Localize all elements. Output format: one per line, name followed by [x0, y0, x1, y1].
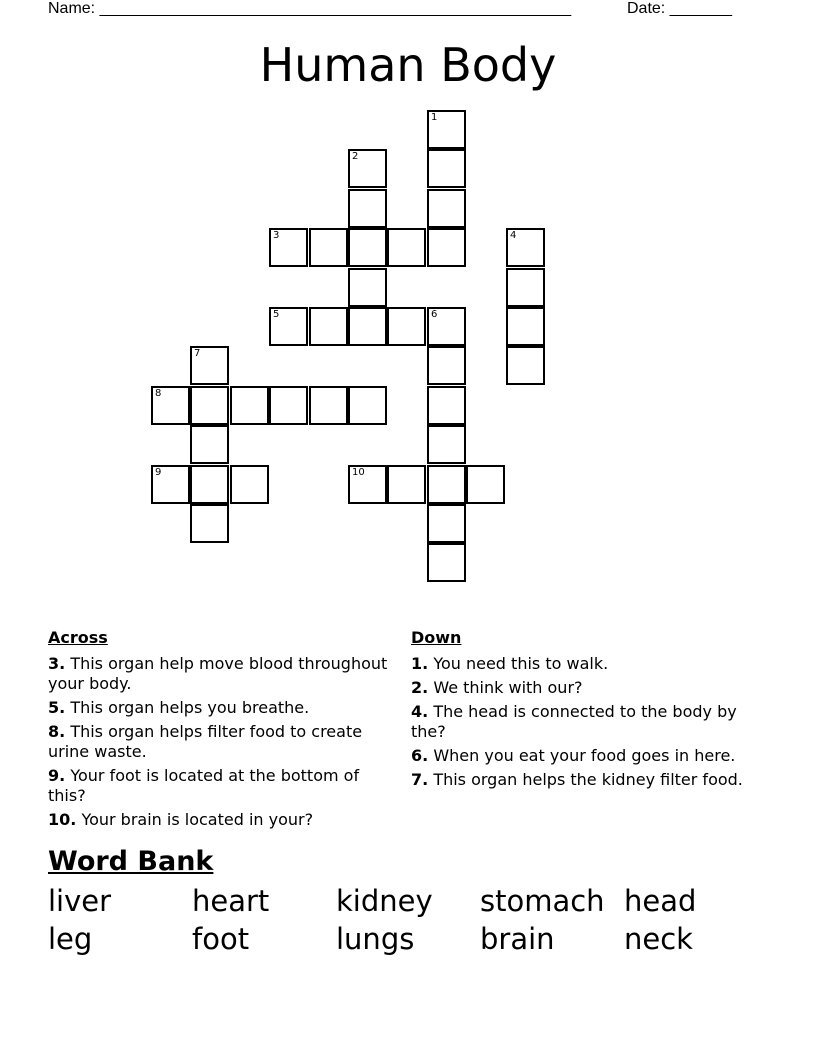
word-bank [48, 884, 768, 960]
clue-item [411, 702, 761, 742]
grid-cell[interactable] [427, 386, 466, 425]
across-heading: Across [48, 628, 108, 647]
clue-number: 9 [155, 467, 162, 478]
clue-item-text: This organ helps the kidney filter food. [433, 770, 743, 789]
clue-item [411, 770, 761, 790]
clue-number: 8 [155, 388, 162, 399]
grid-cell[interactable] [427, 307, 466, 346]
clue-item-text: We think with our? [433, 678, 583, 697]
word-bank-word: heart [192, 884, 270, 918]
grid-cell[interactable] [466, 465, 505, 504]
clue-item [411, 654, 761, 674]
date-field-label: Date: _______ [627, 0, 732, 17]
word-bank-word: liver [48, 884, 112, 918]
grid-cell[interactable] [427, 543, 466, 582]
clue-number: 5 [273, 309, 280, 320]
clue-item [411, 678, 761, 698]
word-bank-word: kidney [336, 884, 433, 918]
word-bank-word: lungs [336, 922, 415, 956]
word-bank-word: leg [48, 922, 93, 956]
grid-cell[interactable] [269, 307, 308, 346]
clue-item [48, 810, 388, 830]
grid-cell[interactable] [387, 307, 426, 346]
grid-cell[interactable] [348, 228, 387, 267]
clue-item-number: 4. [411, 702, 429, 721]
grid-cell[interactable] [151, 386, 190, 425]
grid-cell[interactable] [269, 228, 308, 267]
grid-cell[interactable] [348, 386, 387, 425]
down-heading: Down [411, 628, 462, 647]
grid-cell[interactable] [427, 110, 466, 149]
clue-item-number: 1. [411, 654, 429, 673]
grid-cell[interactable] [427, 228, 466, 267]
grid-cell[interactable] [387, 465, 426, 504]
grid-cell[interactable] [427, 465, 466, 504]
grid-cell[interactable] [230, 386, 269, 425]
clue-item-text: This organ helps filter food to create urine waste. [48, 722, 363, 761]
grid-cell[interactable] [348, 268, 387, 307]
clue-item [48, 766, 388, 806]
grid-cell[interactable] [348, 465, 387, 504]
clue-item [48, 654, 388, 694]
down-clue-list [411, 654, 761, 790]
clue-number: 2 [352, 151, 359, 162]
clue-item-number: 7. [411, 770, 429, 789]
grid-cell[interactable] [269, 386, 308, 425]
grid-cell[interactable] [427, 425, 466, 464]
grid-cell[interactable] [348, 307, 387, 346]
clue-number: 1 [431, 112, 438, 123]
name-field-label: Name: _____________________________________________________ [48, 0, 572, 17]
grid-cell[interactable] [190, 386, 229, 425]
grid-cell[interactable] [427, 149, 466, 188]
clue-number: 7 [194, 348, 201, 359]
across-clue-list [48, 654, 388, 830]
word-bank-word: foot [192, 922, 250, 956]
word-bank-title: Word Bank [48, 846, 214, 877]
clue-item-text: Your foot is located at the bottom of this? [48, 766, 360, 805]
word-bank-word: brain [480, 922, 555, 956]
grid-cell[interactable] [348, 189, 387, 228]
clue-item-number: 9. [48, 766, 66, 785]
grid-cell[interactable] [190, 504, 229, 543]
grid-cell[interactable] [427, 504, 466, 543]
grid-cell[interactable] [348, 149, 387, 188]
clue-number: 3 [273, 230, 280, 241]
grid-cell[interactable] [506, 346, 545, 385]
clue-item [48, 722, 388, 762]
clue-item-text: You need this to walk. [433, 654, 609, 673]
clue-item-number: 5. [48, 698, 66, 717]
page-title: Human Body [259, 38, 557, 92]
clue-item-text: Your brain is located in your? [81, 810, 314, 829]
clue-item-number: 2. [411, 678, 429, 697]
clue-number: 4 [510, 230, 517, 241]
clue-item-number: 8. [48, 722, 66, 741]
grid-cell[interactable] [230, 465, 269, 504]
clue-item-text: The head is connected to the body by the? [411, 702, 737, 741]
word-bank-word: neck [624, 922, 693, 956]
grid-cell[interactable] [387, 228, 426, 267]
grid-cell[interactable] [190, 465, 229, 504]
grid-cell[interactable] [309, 386, 348, 425]
word-bank-word: stomach [480, 884, 605, 918]
grid-cell[interactable] [506, 228, 545, 267]
grid-cell[interactable] [427, 346, 466, 385]
clue-item-text: This organ helps you breathe. [70, 698, 310, 717]
clue-item-number: 6. [411, 746, 429, 765]
grid-cell[interactable] [309, 228, 348, 267]
down-clues [411, 628, 761, 794]
clue-number: 6 [431, 309, 438, 320]
clue-item-number: 10. [48, 810, 77, 829]
grid-cell[interactable] [427, 189, 466, 228]
clue-item [48, 698, 388, 718]
clue-item-text: When you eat your food goes in here. [433, 746, 736, 765]
grid-cell[interactable] [309, 307, 348, 346]
grid-cell[interactable] [190, 346, 229, 385]
clue-item [411, 746, 761, 766]
clue-number: 10 [352, 467, 365, 478]
across-clues [48, 628, 388, 834]
clue-item-number: 3. [48, 654, 66, 673]
grid-cell[interactable] [190, 425, 229, 464]
word-bank-word: head [624, 884, 697, 918]
grid-cell[interactable] [506, 307, 545, 346]
grid-cell[interactable] [506, 268, 545, 307]
grid-cell[interactable] [151, 465, 190, 504]
clue-item-text: This organ help move blood throughout your body. [48, 654, 388, 693]
